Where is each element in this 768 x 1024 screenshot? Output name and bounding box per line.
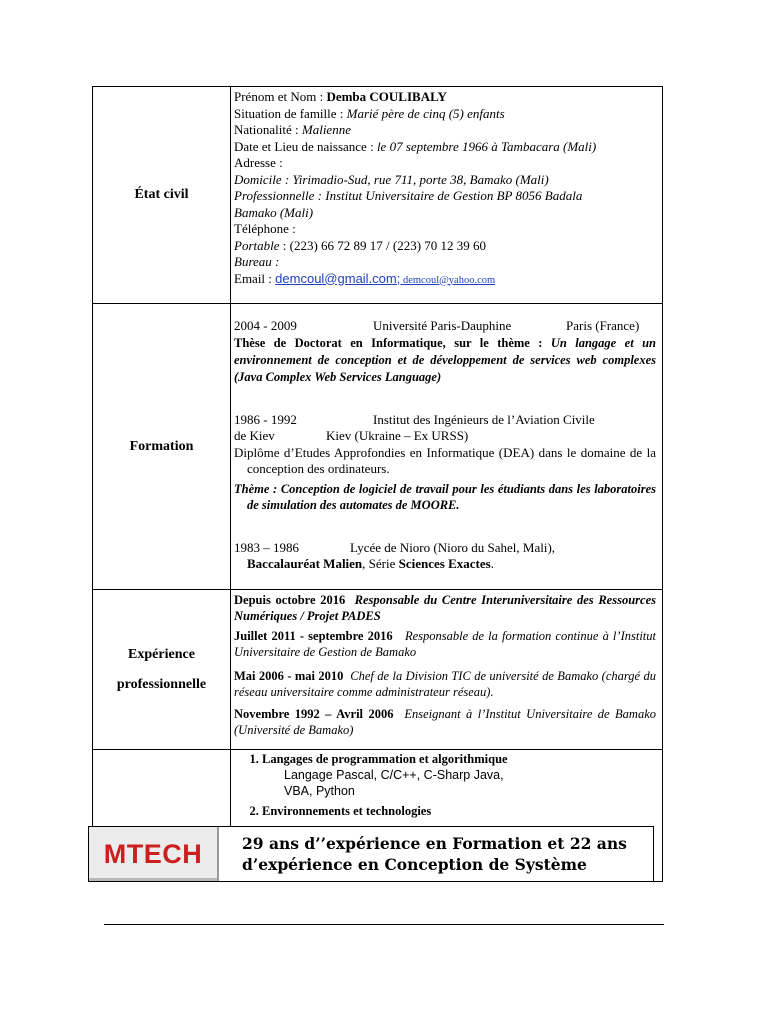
formation-2-place: Kiev (Ukraine – Ex URSS) (326, 428, 469, 443)
pro-value-1: Institut Universitaire de Gestion BP 8056 Badala (321, 188, 583, 203)
teaching-item-2-title: Environnements et technologies (262, 804, 432, 818)
formation-1-school: Université Paris-Dauphine (373, 318, 512, 333)
formation-1-years: 2004 - 2009 (234, 318, 297, 333)
name-label: Prénom et Nom : (234, 89, 327, 104)
experience-1-desc: Responsable du Centre Interuniversitaire des Ressources Numériques / Projet PADES (234, 593, 656, 623)
formation-3-track: Sciences Exactes (398, 556, 491, 571)
teaching-item-1 (262, 751, 656, 767)
email-link-gmail[interactable]: demcoul@gmail.com; (275, 270, 401, 286)
mtech-logo (89, 827, 219, 881)
formation-3-end: . (490, 556, 494, 571)
formation-1-place: Paris (France) (566, 318, 640, 333)
formation-2-diploma: Diplôme d’Etudes Approfondies en Informatique (DEA) dans le domaine de la conception des ordinateurs. (234, 444, 656, 476)
formation-2-city: de Kiev (234, 428, 275, 443)
formation-2-years: 1986 - 1992 (234, 411, 297, 427)
row-experience (93, 590, 662, 750)
experience-2-desc: Responsable de la formation continue à l’Institut Universitaire de Gestion de Bamako (234, 629, 656, 659)
email-link-yahoo[interactable]: demcoul@yahoo.com (400, 274, 496, 286)
birth-value: le 07 septembre 1966 à Tambacara (Mali) (376, 138, 597, 154)
formation-2-school: Institut des Ingénieurs de l’Aviation Civile (373, 411, 595, 427)
birth-label: Date et Lieu de naissance : (234, 138, 377, 154)
home-value: Yirimadio-Sud, rue 711, porte 38, Bamako (Mali) (289, 171, 549, 187)
formation-3-years: 1983 – 1986 (234, 539, 299, 555)
mtech-banner (88, 826, 654, 882)
family-label: Situation de famille : (234, 105, 347, 121)
experience-4-date: Novembre 1992 – Avril 2006 (234, 707, 394, 721)
mobile-value: : (223) 66 72 89 17 / (223) 70 12 39 60 (279, 237, 487, 253)
experience-4-desc: Enseignant à l’Institut Universitaire de Bamako (Université de Bamako) (234, 707, 657, 737)
mobile-label: Portable (234, 237, 280, 253)
label-experience (93, 590, 231, 749)
label-experience-line2: professionnelle (116, 676, 207, 692)
label-experience-line1: Expérience (128, 646, 195, 662)
cv-table (92, 86, 663, 882)
experience-1-date: Depuis octobre 2016 (234, 593, 346, 607)
family-value: Marié père de cinq (5) enfants (346, 105, 505, 121)
row-etat-civil (93, 87, 662, 304)
experience-2-date: Juillet 2011 - septembre 2016 (234, 629, 393, 643)
banner-line-1: 29 ans d’’expérience en Formation et 22 ans (242, 834, 627, 853)
experience-3-date: Mai 2006 - mai 2010 (234, 669, 344, 683)
formation-3-serie: , Série (362, 556, 399, 571)
content-enseignements (234, 751, 656, 819)
row-formation (93, 304, 662, 590)
formation-2-theme: Thème : Conception de logiciel de travail pour les étudiants dans les laboratoires de simulation des automates de MOORE. (234, 481, 656, 512)
banner-line-2: d’expérience en Conception de Système (242, 855, 587, 874)
name-value: Demba COULIBALY (326, 89, 447, 104)
content-formation (234, 318, 656, 573)
content-etat-civil (234, 89, 656, 289)
email-label: Email : (234, 270, 276, 286)
pro-label: Professionnelle : (234, 188, 322, 203)
phone-label: Téléphone : (234, 221, 296, 236)
formation-3-bac: Baccalauréat Malien (247, 556, 363, 571)
footer-divider (104, 924, 664, 925)
home-label: Domicile : (234, 171, 290, 187)
pro-value-2: Bamako (Mali) (234, 204, 314, 220)
label-etat-civil: État civil (93, 87, 231, 303)
formation-1-thesis-title: Un langage et un environnement de conception et de développement de services web complexes (Java Complex Web Services Language) (234, 335, 656, 384)
formation-3-school: Lycée de Nioro (Nioro du Sahel, Mali), (350, 539, 556, 555)
address-label: Adresse : (234, 155, 283, 170)
banner-text (242, 833, 652, 875)
teaching-item-1-line2: VBA, Python (284, 784, 355, 798)
formation-1-thesis-label: Thèse de Doctorat en Informatique, sur le thème : (234, 335, 551, 350)
teaching-item-2 (262, 803, 656, 819)
content-experience (234, 592, 656, 738)
experience-3-desc: Chef de la Division TIC de université de Bamako (chargé du réseau universitaire comme administrateur réseau). (234, 669, 656, 699)
label-formation: Formation (93, 304, 231, 589)
office-label: Bureau : (234, 254, 280, 269)
nationality-value: Malienne (301, 122, 351, 137)
teaching-item-1-line1: Langage Pascal, C/C++, C-Sharp Java, (284, 768, 504, 782)
teaching-item-1-title: Langages de programmation et algorithmique (262, 752, 508, 766)
nationality-label: Nationalité : (234, 122, 302, 137)
mtech-logo-text: MTECH (103, 838, 203, 869)
